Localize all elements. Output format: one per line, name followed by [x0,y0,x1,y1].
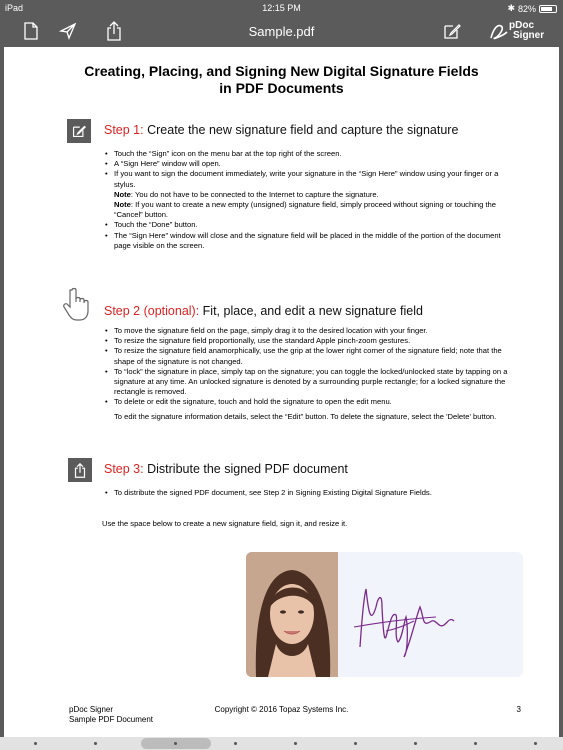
list-item: • To distribute the signed PDF document, see Step 2 in Signing Existing Digital Signature Fields. [104,488,514,498]
page-dot[interactable] [474,742,477,745]
footer-copyright: Copyright © 2016 Topaz Systems Inc. [214,705,349,714]
page-dot[interactable] [234,742,237,745]
edit-icon [67,119,91,143]
list-item [104,169,514,220]
step-1-heading [104,123,458,137]
toolbar [0,16,563,47]
footer-line-1: pDoc Signer [69,705,114,714]
share-icon [68,458,92,482]
hand-pointer-icon [62,287,92,321]
step-2-label: Step 2 (optional): [104,304,200,318]
status-bar [0,0,563,16]
note-2 [104,200,514,220]
list-item: • To resize the signature field anamorphically, use the grip at the lower right corner of the signature field; note that the shape of the signature is not changed. [104,346,514,366]
list-item: • A “Sign Here” window will open. [104,159,514,169]
step-1-list [104,149,514,251]
device-name: iPad [5,3,24,13]
list-item: • Touch the “Done” button. [104,220,514,230]
step-2-list [104,326,514,408]
page-dot[interactable] [34,742,37,745]
page-title [4,63,559,97]
step-2-title: Fit, place, and edit a new signature field [199,304,423,318]
signature-field[interactable] [246,552,523,677]
pdf-page[interactable] [4,47,559,737]
bluetooth-icon: ✱ [507,3,515,13]
edit-icon[interactable] [440,19,464,43]
signer-photo [246,552,338,677]
step-3-heading [104,462,348,476]
note-text: : You do not have to be connected to the Internet to capture the signature. [130,189,379,199]
step-1-label: Step 1: [104,123,144,137]
step-2-heading [104,304,423,318]
instruction-text: Use the space below to create a new signature field, sign it, and resize it. [102,519,348,528]
note-1 [104,190,514,200]
logo-text-line1: pDoc [509,20,534,31]
page-dot[interactable] [414,742,417,745]
list-item: • To resize the signature field proportionally, use the standard Apple pinch-zoom gestures. [104,336,514,346]
list-item-text: If you want to sign the document immediately, write your signature in the “Sign Here” window using your finger or a stylus. [114,169,499,189]
list-item: • To move the signature field on the page, simply drag it to the desired location with your finger. [104,326,514,336]
battery-percent: 82% [517,3,536,14]
step-1-title: Create the new signature field and capture the signature [143,123,459,137]
step-3-label: Step 3: [104,462,144,476]
title-line-1: Creating, Placing, and Signing New Digital Signature Fields [84,63,479,79]
step-2-subtext: To edit the signature information details, select the “Edit” button. To delete the signature, select the 'Delete' button. [114,412,497,421]
list-item: • To delete or edit the signature, touch and hold the signature to open the edit menu. [104,397,514,407]
pdoc-signer-logo[interactable] [487,19,553,45]
clock: 12:15 PM [262,3,301,13]
page-dot[interactable] [94,742,97,745]
list-item: • To “lock” the signature in place, simply tap on the signature; you can toggle the locked/unlocked state by tapping on a signature at any time. An unlocked signature is denoted by a surrounding purple rectangle; for a locked signature the rectangle is removed. [104,367,514,398]
step-3-list [104,488,514,498]
document-title: Sample.pdf [248,24,315,39]
battery-status [507,3,557,14]
signature-ink [346,567,476,662]
battery-icon [539,5,557,13]
list-item: • The “Sign Here” window will close and the signature field will be placed in the middle of the portion of the document page visible on the screen. [104,231,514,251]
note-text: : If you want to create a new empty (unsigned) signature field, simply proceed without signing or touching the “Cancel” button. [114,200,496,220]
page-scrubber[interactable] [0,737,563,750]
page-dot[interactable] [354,742,357,745]
note-label: Note [114,189,131,199]
page-dot[interactable] [534,742,537,745]
title-line-2: in PDF Documents [219,80,344,96]
list-item: • Touch the “Sign” icon on the menu bar at the top right of the screen. [104,149,514,159]
logo-text-line2: Signer [513,30,545,41]
page-dot[interactable] [294,742,297,745]
note-label: Note [114,200,131,210]
footer-line-2: Sample PDF Document [69,715,154,724]
page-number: 3 [516,705,521,714]
page-dot[interactable] [174,742,177,745]
step-3-title: Distribute the signed PDF document [143,462,348,476]
